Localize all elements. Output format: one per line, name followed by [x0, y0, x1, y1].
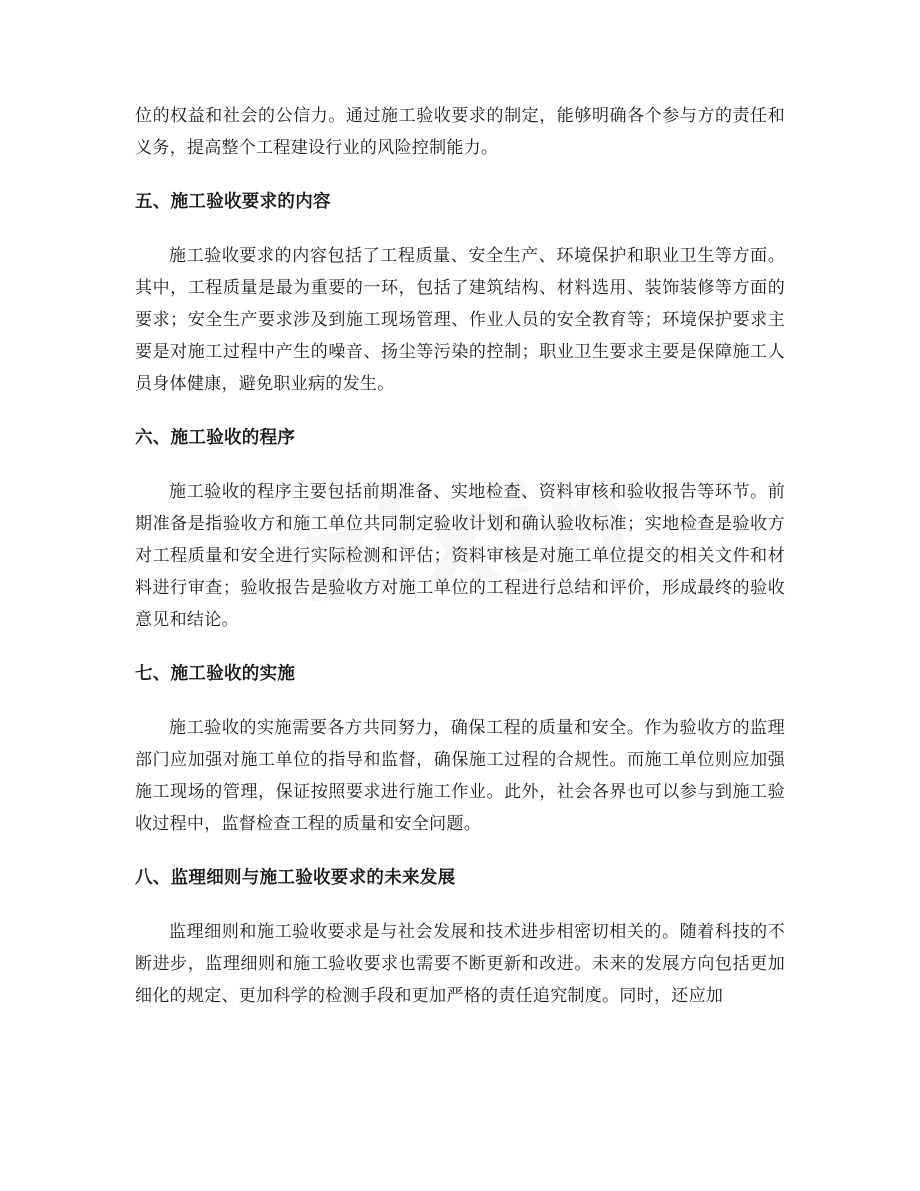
section-body-8: 监理细则和施工验收要求是与社会发展和技术进步相密切相关的。随着科技的不断进步，监理细则和施工验收要求也需要不断更新和改进。未来的发展方向包括更加细化的规定、更加科学的检测手段和更加严格的责任追究制度。同时，还应加	[135, 922, 785, 1006]
section-body-6: 施工验收的程序主要包括前期准备、实地检查、资料审核和验收报告等环节。前期准备是指验收方和施工单位共同制定验收计划和确认验收标准；实地检查是验收方对工程质量和安全进行实际检测和评估；资料审核是对施工单位提交的相关文件和材料进行审查；验收报告是验收方对施工单位的工程进行总结和评价，形成最终的验收意见和结论。	[135, 482, 785, 630]
section-heading-8: 八、监理细则与施工验收要求的未来发展	[135, 868, 456, 888]
intro-paragraph: 位的权益和社会的公信力。通过施工验收要求的制定，能够明确各个参与方的责任和义务，提高整个工程建设行业的风险控制能力。	[135, 106, 785, 158]
section-heading-7: 七、施工验收的实施	[135, 664, 296, 684]
section-body-5: 施工验收要求的内容包括了工程质量、安全生产、环境保护和职业卫生等方面。其中，工程质量是最为重要的一环，包括了建筑结构、材料选用、装饰装修等方面的要求；安全生产要求涉及到施工现场管理、作业人员的安全教育等；环境保护要求主要是对施工过程中产生的噪音、扬尘等污染的控制；职业卫生要求主要是保障施工人员身体健康，避免职业病的发生。	[135, 246, 785, 394]
document-body	[135, 100, 785, 1012]
section-heading-6: 六、施工验收的程序	[135, 428, 296, 448]
section-heading-5: 五、施工验收要求的内容	[135, 192, 331, 212]
section-body-7: 施工验收的实施需要各方共同努力，确保工程的质量和安全。作为验收方的监理部门应加强对施工单位的指导和监督，确保施工过程的合规性。而施工单位则应加强施工现场的管理，保证按照要求进行施工作业。此外，社会各界也可以参与到施工验收过程中，监督检查工程的质量和安全问题。	[135, 718, 785, 834]
